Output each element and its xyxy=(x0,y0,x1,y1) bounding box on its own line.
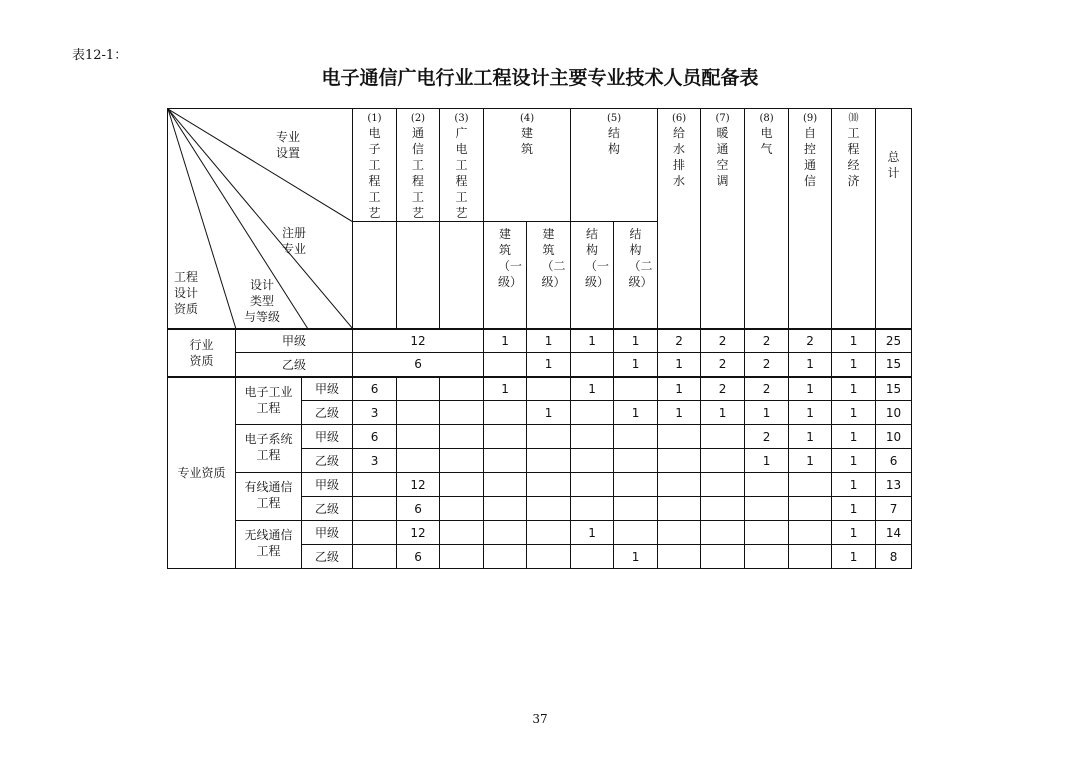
data-cell xyxy=(440,377,484,401)
total-cell: 15 xyxy=(876,353,912,377)
data-cell xyxy=(658,497,701,521)
data-cell: 1 xyxy=(571,377,614,401)
data-cell xyxy=(614,497,658,521)
grade-label: 乙级 xyxy=(302,497,353,521)
data-cell: 1 xyxy=(789,425,832,449)
data-cell: 1 xyxy=(571,329,614,353)
data-cell xyxy=(701,521,745,545)
data-cell xyxy=(397,449,440,473)
data-cell xyxy=(527,473,571,497)
engineering-type-label: 电子系统 工程 xyxy=(236,425,302,473)
data-cell: 2 xyxy=(745,425,789,449)
col-header-8: (8) 电气 xyxy=(745,109,789,329)
data-cell: 2 xyxy=(789,329,832,353)
table-label: 表12-1： xyxy=(72,48,128,63)
col-header-2: (2) 通信工程工艺 xyxy=(397,109,440,222)
col-header-6: (6) 给水排水 xyxy=(658,109,701,329)
data-cell: 1 xyxy=(658,401,701,425)
grade-label: 甲级 xyxy=(302,377,353,401)
col-subheader-arch-2: 建筑（二级） xyxy=(527,222,571,329)
data-cell xyxy=(789,545,832,569)
engineering-type-label: 电子工业 工程 xyxy=(236,377,302,425)
data-cell: 3 xyxy=(353,449,397,473)
col-subheader-struct-2: 结构（二级） xyxy=(614,222,658,329)
corner-label-registered: 注册 专业 xyxy=(282,226,307,256)
data-cell xyxy=(484,497,527,521)
page-number: 37 xyxy=(532,712,548,726)
grade-label: 乙级 xyxy=(302,545,353,569)
data-cell xyxy=(614,449,658,473)
grade-label: 甲级 xyxy=(302,521,353,545)
data-cell: 12 xyxy=(397,521,440,545)
data-cell xyxy=(527,377,571,401)
data-cell xyxy=(353,545,397,569)
corner-label-specialty-setup xyxy=(276,129,300,161)
grade-label: 乙级 xyxy=(236,353,353,377)
data-cell: 2 xyxy=(745,377,789,401)
data-cell xyxy=(484,401,527,425)
grade-label: 甲级 xyxy=(302,425,353,449)
data-cell xyxy=(789,521,832,545)
col-header-9: (9) 自控通信 xyxy=(789,109,832,329)
data-cell: 3 xyxy=(353,401,397,425)
col-header-4: (4) 建筑 xyxy=(484,109,571,222)
data-cell xyxy=(397,425,440,449)
data-cell: 1 xyxy=(527,401,571,425)
document-title: 电子通信广电行业工程设计主要专业技术人员配备表 xyxy=(321,67,759,89)
grade-label: 乙级 xyxy=(302,449,353,473)
col-header-5: (5) 结构 xyxy=(571,109,658,222)
data-cell: 1 xyxy=(527,353,571,377)
col-subheader-empty-1 xyxy=(353,222,397,329)
industry-qualification-label: 行业 资质 xyxy=(168,329,236,377)
data-cell xyxy=(745,497,789,521)
data-cell: 1 xyxy=(745,449,789,473)
total-cell: 8 xyxy=(876,545,912,569)
data-cell: 2 xyxy=(701,353,745,377)
process-total-cell: 12 xyxy=(353,329,484,353)
table-row xyxy=(168,473,912,497)
data-cell xyxy=(484,425,527,449)
data-cell: 1 xyxy=(832,521,876,545)
data-cell: 1 xyxy=(832,497,876,521)
grade-label: 甲级 xyxy=(236,329,353,353)
data-cell: 6 xyxy=(353,425,397,449)
data-cell: 1 xyxy=(745,401,789,425)
data-cell xyxy=(484,473,527,497)
col-subheader-empty-2 xyxy=(397,222,440,329)
data-cell: 2 xyxy=(701,377,745,401)
data-cell xyxy=(658,545,701,569)
total-cell: 7 xyxy=(876,497,912,521)
data-cell xyxy=(745,521,789,545)
corner-label-line: 专业 设置 xyxy=(276,130,301,160)
data-cell xyxy=(701,473,745,497)
data-cell xyxy=(440,401,484,425)
data-cell: 1 xyxy=(832,377,876,401)
data-cell: 6 xyxy=(397,545,440,569)
col-header-3: (3) 广电工程工艺 xyxy=(440,109,484,222)
data-cell xyxy=(527,449,571,473)
data-cell: 2 xyxy=(658,329,701,353)
grade-label: 乙级 xyxy=(302,401,353,425)
data-cell: 1 xyxy=(701,401,745,425)
total-cell: 6 xyxy=(876,449,912,473)
col-header-1: (1) 电子工程工艺 xyxy=(353,109,397,222)
data-cell: 1 xyxy=(789,377,832,401)
table-row xyxy=(168,521,912,545)
corner-label-design-type: 设计 类型 与等级 xyxy=(244,278,281,324)
data-cell xyxy=(571,545,614,569)
data-cell xyxy=(789,497,832,521)
data-cell: 1 xyxy=(614,545,658,569)
data-cell xyxy=(614,521,658,545)
data-cell xyxy=(484,449,527,473)
data-cell xyxy=(614,473,658,497)
total-cell: 10 xyxy=(876,401,912,425)
data-cell xyxy=(527,521,571,545)
data-cell xyxy=(658,425,701,449)
data-cell xyxy=(658,521,701,545)
data-cell xyxy=(353,497,397,521)
data-cell: 1 xyxy=(832,353,876,377)
data-cell xyxy=(527,497,571,521)
total-cell: 25 xyxy=(876,329,912,353)
data-cell xyxy=(397,401,440,425)
col-subheader-arch-1: 建筑（一级） xyxy=(484,222,527,329)
data-cell xyxy=(353,473,397,497)
data-cell: 1 xyxy=(658,377,701,401)
specialty-qualification-label: 专业资质 xyxy=(168,377,236,569)
data-cell xyxy=(701,449,745,473)
data-cell: 1 xyxy=(789,401,832,425)
data-cell xyxy=(440,473,484,497)
data-cell xyxy=(397,377,440,401)
data-cell xyxy=(484,353,527,377)
data-cell xyxy=(571,425,614,449)
corner-label-qualification: 工程 设计 资质 xyxy=(174,270,199,316)
data-cell: 1 xyxy=(832,329,876,353)
data-cell: 1 xyxy=(484,377,527,401)
engineering-type-label: 有线通信 工程 xyxy=(236,473,302,521)
table-row xyxy=(168,329,912,353)
table-row xyxy=(168,377,912,401)
data-cell xyxy=(614,425,658,449)
data-cell xyxy=(527,425,571,449)
process-total-cell: 6 xyxy=(353,353,484,377)
data-cell: 2 xyxy=(745,353,789,377)
data-cell xyxy=(658,449,701,473)
header-corner xyxy=(168,109,353,329)
data-cell: 2 xyxy=(745,329,789,353)
data-cell: 1 xyxy=(614,353,658,377)
staffing-table xyxy=(167,108,912,569)
data-cell: 1 xyxy=(484,329,527,353)
col-header-7: (7) 暖通空调 xyxy=(701,109,745,329)
engineering-type-label: 无线通信 工程 xyxy=(236,521,302,569)
data-cell: 6 xyxy=(353,377,397,401)
data-cell xyxy=(745,545,789,569)
data-cell xyxy=(571,353,614,377)
data-cell xyxy=(440,545,484,569)
data-cell: 1 xyxy=(832,401,876,425)
total-cell: 14 xyxy=(876,521,912,545)
total-cell: 10 xyxy=(876,425,912,449)
data-cell xyxy=(658,473,701,497)
data-cell: 1 xyxy=(658,353,701,377)
data-cell xyxy=(745,473,789,497)
col-header-total: 总计 xyxy=(876,109,912,329)
data-cell: 12 xyxy=(397,473,440,497)
data-cell: 1 xyxy=(832,425,876,449)
data-cell: 6 xyxy=(397,497,440,521)
total-cell: 13 xyxy=(876,473,912,497)
data-cell: 1 xyxy=(614,401,658,425)
data-cell xyxy=(701,545,745,569)
data-cell: 1 xyxy=(832,545,876,569)
data-cell xyxy=(571,473,614,497)
data-cell: 1 xyxy=(614,329,658,353)
col-subheader-struct-1: 结构（一级） xyxy=(571,222,614,329)
data-cell xyxy=(484,521,527,545)
data-cell: 1 xyxy=(832,473,876,497)
data-cell xyxy=(571,401,614,425)
data-cell: 2 xyxy=(701,329,745,353)
data-cell xyxy=(484,545,527,569)
col-header-10: ⑽ 工程经济 xyxy=(832,109,876,329)
specialty-qualification-body xyxy=(168,377,912,569)
data-cell xyxy=(614,377,658,401)
table-row xyxy=(168,353,912,377)
total-cell: 15 xyxy=(876,377,912,401)
data-cell xyxy=(789,473,832,497)
col-subheader-empty-3 xyxy=(440,222,484,329)
grade-label: 甲级 xyxy=(302,473,353,497)
data-cell xyxy=(527,545,571,569)
data-cell: 1 xyxy=(527,329,571,353)
data-cell xyxy=(440,425,484,449)
data-cell: 1 xyxy=(789,449,832,473)
data-cell xyxy=(353,521,397,545)
data-cell: 1 xyxy=(789,353,832,377)
data-cell: 1 xyxy=(571,521,614,545)
data-cell xyxy=(701,497,745,521)
data-cell xyxy=(571,497,614,521)
data-cell xyxy=(440,497,484,521)
data-cell xyxy=(440,521,484,545)
data-cell xyxy=(440,449,484,473)
data-cell xyxy=(701,425,745,449)
table-row xyxy=(168,425,912,449)
data-cell xyxy=(571,449,614,473)
data-cell: 1 xyxy=(832,449,876,473)
